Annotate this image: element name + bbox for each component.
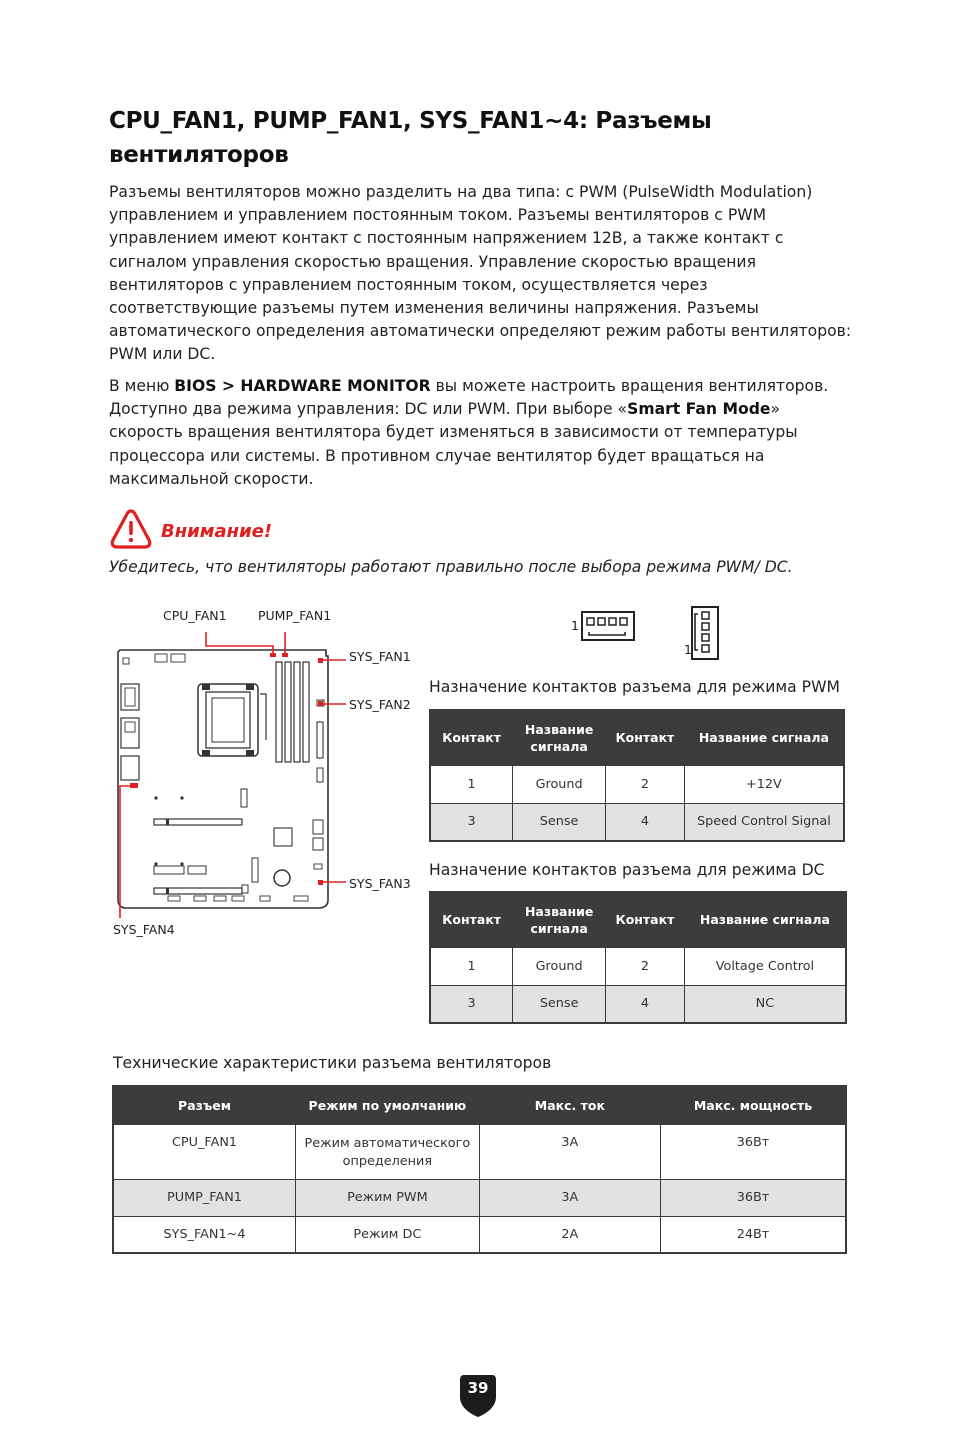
table-cell: Режим DC: [296, 1216, 480, 1253]
warning-icon: [109, 507, 153, 551]
intro-paragraph: Разъемы вентиляторов можно разделить на два типа: с PWM (PulseWidth Modulation) управлением и управлением постоянным током. Разъемы вентиляторов с PWM управлением имеют контакт с постоянным напряжением 12В, а также контакт с сигналом управления скоростью вращения. Управление скоростью вращения вентиляторов с управлением постоянным током, осуществляется через соответствующие разъемы путем изменения величины напряжения. Разъемы автоматического определения автоматически определяют режим работы вентиляторов: PWM или DC.: [109, 183, 852, 364]
table-cell: 2: [606, 947, 685, 985]
table-cell: 36Вт: [661, 1179, 846, 1216]
vertical-connector-icon: [690, 605, 720, 661]
table-cell: 36Вт: [661, 1124, 846, 1179]
table-cell: 3A: [479, 1124, 660, 1179]
spec-header-connector: Разъем: [113, 1086, 296, 1124]
table-row: [430, 803, 844, 841]
dc-header-signal: Название сигнала: [684, 892, 846, 947]
spec-table: [112, 1085, 847, 1254]
bios-paragraph: [109, 375, 854, 491]
table-row: [113, 1216, 846, 1253]
bios-menu-path: BIOS > HARDWARE MONITOR: [174, 377, 431, 395]
pwm-header-signal: Название сигнала: [684, 710, 844, 765]
table-cell: 2A: [479, 1216, 660, 1253]
label-sys-fan4: SYS_FAN4: [113, 922, 175, 937]
pwm-pin-table: [429, 709, 845, 842]
table-cell: SYS_FAN1~4: [113, 1216, 296, 1253]
table-cell: Sense: [513, 803, 606, 841]
bios-text-mid: вы можете настроить вращения вентиляторов. Доступно два режима управления: DC или PWM. При выборе «: [109, 377, 829, 419]
table-row: [113, 1124, 846, 1179]
bios-text-post: » скорость вращения вентилятора будет изменяться в зависимости от температуры процессора или системы. В противном случае вентилятор будет вращаться на максимальной скорости.: [109, 400, 798, 488]
label-sys-fan2: SYS_FAN2: [349, 697, 411, 712]
warning-title: Внимание!: [161, 521, 273, 542]
table-cell: Режим автоматического определения: [296, 1124, 480, 1179]
pwm-header-pin: Контакт: [430, 710, 513, 765]
table-cell: 3: [430, 803, 513, 841]
page-number: 39: [467, 1379, 489, 1397]
spec-header-row: [113, 1086, 846, 1124]
pwm-header-pin: Контакт: [605, 710, 684, 765]
dc-header-signal: Название сигнала: [513, 892, 606, 947]
dc-header-pin: Контакт: [606, 892, 685, 947]
label-sys-fan1: SYS_FAN1: [349, 649, 411, 664]
spec-header-default-mode: Режим по умолчанию: [296, 1086, 480, 1124]
label-pump-fan1: PUMP_FAN1: [258, 608, 332, 623]
table-cell: CPU_FAN1: [113, 1124, 296, 1179]
table-cell: Режим PWM: [296, 1179, 480, 1216]
spec-header-max-current: Макс. ток: [479, 1086, 660, 1124]
page-title: CPU_FAN1, PUMP_FAN1, SYS_FAN1~4: Разъемы вентиляторов: [109, 108, 712, 168]
bios-text-pre: В меню: [109, 377, 175, 395]
page-number-badge: [458, 1373, 498, 1418]
table-cell: Speed Control Signal: [684, 803, 844, 841]
label-sys-fan3: SYS_FAN3: [349, 876, 411, 891]
spec-table-caption: Технические характеристики разъема вентиляторов: [113, 1054, 552, 1072]
table-cell: 4: [606, 985, 685, 1023]
table-cell: PUMP_FAN1: [113, 1179, 296, 1216]
dc-pin-table: [429, 891, 847, 1024]
spec-header-max-power: Макс. мощность: [661, 1086, 846, 1124]
table-cell: NC: [684, 985, 846, 1023]
table-cell: 24Вт: [661, 1216, 846, 1253]
table-cell: 3: [430, 985, 513, 1023]
smart-fan-mode: Smart Fan Mode: [627, 400, 771, 419]
table-cell: 1: [430, 765, 513, 803]
table-cell: 2: [605, 765, 684, 803]
table-row: [430, 947, 846, 985]
table-cell: Ground: [513, 765, 606, 803]
table-cell: 3A: [479, 1179, 660, 1216]
table-cell: 4: [605, 803, 684, 841]
table-cell: Ground: [513, 947, 606, 985]
table-cell: +12V: [684, 765, 844, 803]
pin1-label-vertical: 1: [684, 642, 692, 657]
dc-table-caption: Назначение контактов разъема для режима DC: [429, 861, 825, 879]
label-cpu-fan1: CPU_FAN1: [163, 608, 227, 623]
pin1-label-horizontal: 1: [571, 618, 579, 633]
table-cell: Voltage Control: [684, 947, 846, 985]
horizontal-connector-icon: [580, 610, 636, 642]
table-cell: 1: [430, 947, 513, 985]
dc-header-row: [430, 892, 846, 947]
pwm-header-signal: Название сигнала: [513, 710, 606, 765]
table-row: [113, 1179, 846, 1216]
dc-header-pin: Контакт: [430, 892, 513, 947]
pwm-table-caption: Назначение контактов разъема для режима PWM: [429, 678, 840, 696]
warning-text: Убедитесь, что вентиляторы работают правильно после выбора режима PWM/ DC.: [109, 558, 793, 576]
table-cell: Sense: [513, 985, 606, 1023]
table-row: [430, 765, 844, 803]
table-row: [430, 985, 846, 1023]
pwm-header-row: [430, 710, 844, 765]
